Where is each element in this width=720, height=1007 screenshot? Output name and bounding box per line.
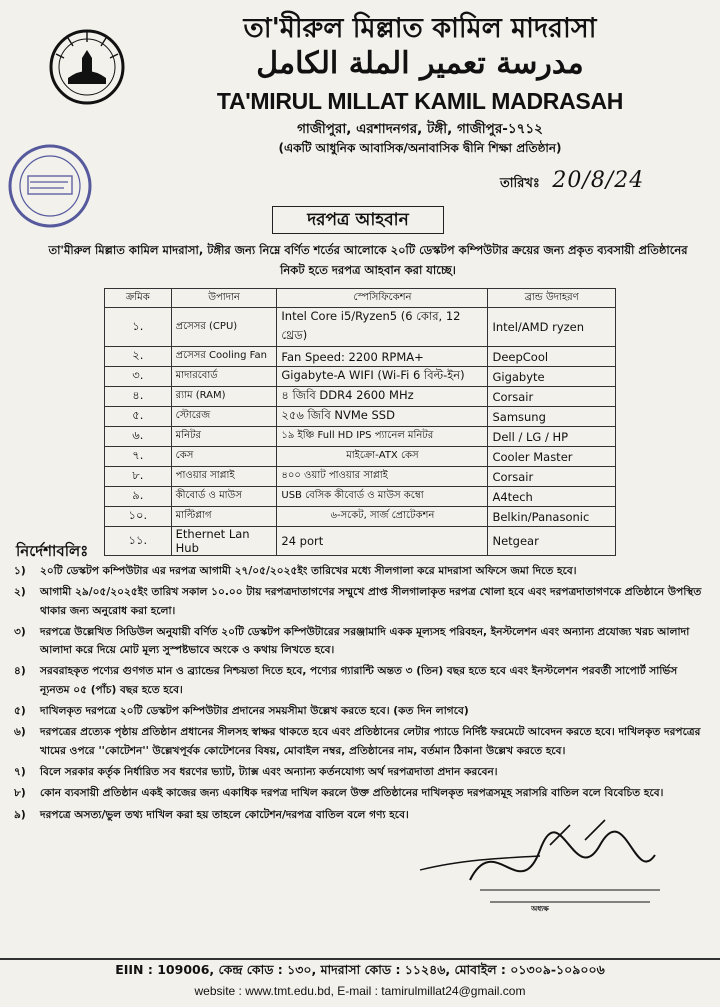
cell-component: পাওয়ার সাপ্লাই (171, 467, 277, 487)
madrasah-logo-icon (48, 28, 126, 106)
cell-spec: ৪০০ ওয়াট পাওয়ার সাপ্লাই (277, 467, 488, 487)
institution-name-english: TA'MIRUL MILLAT KAMIL MADRASAH (216, 88, 624, 114)
list-item (14, 662, 710, 699)
item-number: ৪) (14, 665, 26, 678)
signatory-role: অধ্যক্ষ (531, 905, 549, 913)
cell-spec: 24 port (277, 527, 488, 556)
table-header-row (105, 289, 616, 308)
list-item (14, 562, 710, 580)
item-text: সরবরাহকৃত পণ্যের গুণগত মান ও ব্র্যান্ডের নিশ্চয়তা দিতে হবে, পণ্যের গ্যারান্টি অন্তত ৩ (তিন) বছর হতে হবে এবং ইনস্টলেশন পরবর্তী সাপোর্ট সার্ভিস ন্যূনতম ০৫ (পাঁচ) বছর হতে হবে। (40, 665, 678, 696)
date-label: তারিখঃ (500, 176, 540, 191)
cell-component: মনিটর (171, 427, 277, 447)
cell-serial: ৬. (105, 427, 172, 447)
cell-brand: Intel/AMD ryzen (488, 308, 616, 347)
cell-brand: Samsung (488, 407, 616, 427)
table-row (105, 407, 616, 427)
item-number: ৭) (14, 765, 26, 778)
office-seal-stamp-icon (4, 140, 96, 232)
table-row (105, 387, 616, 407)
cell-serial: ১. (105, 308, 172, 347)
list-item (14, 702, 710, 720)
table-row (105, 427, 616, 447)
item-text: আগামী ২৯/০৫/২০২৫ইং তারিখ সকাল ১০.০০ টায় দরপত্রদাতাগণের সম্মুখে প্রাপ্ত সীলগালাকৃত দরপত্র খোলা হবে এবং দরপত্রদাতাগণকে প্রতিষ্ঠানে উপস্থিত থাকার জন্য অনুরোধ করা হলো। (40, 586, 702, 617)
cell-brand: DeepCool (488, 347, 616, 367)
institution-name-arabic: مدرسة تعمير الملة الكامل (256, 46, 584, 81)
item-number: ৮) (14, 787, 26, 800)
table-row (105, 467, 616, 487)
item-text: দরপত্রে অসত্য/ভুল তথ্য দাখিল করা হয় তাহলে কোটেশন/দরপত্র বাতিল বলে গণ্য হবে। (40, 808, 409, 821)
list-item (14, 723, 710, 760)
table-row (105, 367, 616, 387)
footer-web: website : www.tmt.edu.bd, E-mail : tamirulmillat24@gmail.com (194, 984, 526, 998)
cell-spec: Gigabyte-A WIFI (Wi-Fi 6 বিল্ট-ইন) (277, 367, 488, 387)
header-component: উপাদান (171, 289, 277, 308)
instructions-list (14, 562, 710, 827)
date-field (500, 168, 644, 195)
cell-component: Ethernet Lan Hub (171, 527, 277, 556)
cell-serial: ১১. (105, 527, 172, 556)
cell-brand: Dell / LG / HP (488, 427, 616, 447)
cell-serial: ৫. (105, 407, 172, 427)
cell-component: মাদারবোর্ড (171, 367, 277, 387)
table-row (105, 308, 616, 347)
table-row (105, 487, 616, 507)
cell-serial: ২. (105, 347, 172, 367)
item-text: দরপত্রের প্রত্যেক পৃষ্ঠায় প্রতিষ্ঠান প্রধানের সীলসহ স্বাক্ষর থাকতে হবে এবং প্রতিষ্ঠানের লেটার প্যাডে নির্দিষ্ট ফরমেটে আবেদন করতে হবে। দাখিলকৃত দরপত্রের খামের ওপরে ''কোটেশন'' উল্লেখপূর্বক কোটেশনের বিষয়, মোবাইল নম্বর, প্রতিষ্ঠানের নাম, বর্তমান ঠিকানা উল্লেখ করতে হবে। (40, 726, 701, 757)
item-text: ২০টি ডেস্কটপ কম্পিউটার এর দরপত্র আগামী ২৭/০৫/২০২৫ইং তারিখের মধ্যে সীলগালা করে মাদরাসা অফিসে জমা দিতে হবে। (40, 565, 577, 577)
cell-component: র‍্যাম (RAM) (171, 387, 277, 407)
footer-contact: EIIN : 109006, কেন্দ্র কোড : ১৩০, মাদরাসা কোড : ১১২৪৬, মোবাইল : ০১৩০৯-১০৯০০৬ (115, 962, 605, 977)
cell-brand: A4tech (488, 487, 616, 507)
table-row (105, 347, 616, 367)
header-serial: ক্রমিক (105, 289, 172, 308)
cell-brand: Netgear (488, 527, 616, 556)
table-row (105, 447, 616, 467)
cell-spec: ২৫৬ জিবি NVMe SSD (277, 407, 488, 427)
cell-serial: ৩. (105, 367, 172, 387)
cell-spec: ৪ জিবি DDR4 2600 MHz (277, 387, 488, 407)
cell-spec: মাইক্রো-ATX কেস (277, 447, 488, 467)
header-brand: ব্রান্ড উদাহরণ (488, 289, 616, 308)
cell-serial: ৮. (105, 467, 172, 487)
item-number: ১) (14, 565, 26, 577)
item-text: কোন ব্যবসায়ী প্রতিষ্ঠান একই কাজের জন্য একাধিক দরপত্র দাখিল করলে উক্ত প্রতিষ্ঠানের দাখিলকৃত দরপত্রসমূহ সরাসরি বাতিল বলে বিবেচিত হবে। (40, 787, 664, 800)
list-item (14, 623, 710, 660)
list-item (14, 763, 710, 781)
item-number: ৬) (14, 726, 26, 739)
instructions-heading: নির্দেশাবলিঃ (16, 542, 89, 560)
principal-signature-icon (400, 810, 700, 940)
cell-serial: ৪. (105, 387, 172, 407)
cell-spec: ৬-সকেট, সার্জ প্রোটেকশন (277, 507, 488, 527)
item-number: ৩) (14, 625, 26, 638)
cell-spec: ১৯ ইঞ্চি Full HD IPS প্যানেল মনিটর (277, 427, 488, 447)
item-number: ২) (14, 586, 26, 599)
intro-paragraph: তা'মীরুল মিল্লাত কামিল মাদরাসা, টঙ্গীর জন্য নিম্নে বর্ণিত শর্তের আলোকে ২০টি ডেস্কটপ কম্পিউটার ক্রয়ের জন্য প্রকৃত ব্যবসায়ী প্রতিষ্ঠানের নিকট হতে দরপত্র আহবান করা যাচ্ছে। (48, 243, 688, 277)
table-row (105, 507, 616, 527)
item-text: দরপত্রে উল্লেখিত সিডিউল অনুযায়ী বর্ণিত ২০টি ডেস্কটপ কম্পিউটারের সরঞ্জামাদি একক মূল্যসহ পরিবহন, ইনস্টলেশন এবং অন্যান্য প্রযোজ্য খরচ আলাদা আলাদা করে দিয়ে মোট মূল্য সুস্পষ্টভাবে অংকে ও কথায় লিখতে হবে। (40, 625, 690, 657)
cell-component: মাল্টিপ্লাগ (171, 507, 277, 527)
cell-component: কেস (171, 447, 277, 467)
cell-component: কীবোর্ড ও মাউস (171, 487, 277, 507)
cell-spec: USB বেসিক কীবোর্ড ও মাউস কম্বো (277, 487, 488, 507)
list-item (14, 583, 710, 620)
table-row (105, 527, 616, 556)
cell-brand: Gigabyte (488, 367, 616, 387)
footer-divider (0, 958, 720, 960)
institution-address: গাজীপুরা, এরশাদনগর, টঙ্গী, গাজীপুর-১৭১২ (297, 121, 543, 137)
cell-brand: Cooler Master (488, 447, 616, 467)
cell-serial: ৭. (105, 447, 172, 467)
item-number: ৫) (14, 705, 26, 718)
list-item (14, 784, 710, 802)
cell-component: স্টোরেজ (171, 407, 277, 427)
item-text: দাখিলকৃত দরপত্রে ২০টি ডেস্কটপ কম্পিউটার প্রদানের সময়সীমা উল্লেখ করতে হবে। (কত দিন লাগবে) (40, 705, 469, 718)
items-table (104, 288, 616, 556)
institution-subtitle: (একটি আধুনিক আবাসিক/অনাবাসিক দ্বীনি শিক্ষা প্রতিষ্ঠান) (278, 141, 562, 155)
cell-brand: Belkin/Panasonic (488, 507, 616, 527)
cell-serial: ১০. (105, 507, 172, 527)
cell-component: প্রসেসর (CPU) (171, 308, 277, 347)
cell-brand: Corsair (488, 387, 616, 407)
cell-brand: Corsair (488, 467, 616, 487)
institution-name-bangla: তা'মীরুল মিল্লাত কামিল মাদরাসা (243, 13, 597, 44)
cell-spec: Intel Core i5/Ryzen5 (6 কোর, 12 থ্রেড) (277, 308, 488, 347)
header-specification: স্পেসিফিকেশন (277, 289, 488, 308)
cell-spec: Fan Speed: 2200 RPMA+ (277, 347, 488, 367)
cell-component: প্রসেসর Cooling Fan (171, 347, 277, 367)
cell-serial: ৯. (105, 487, 172, 507)
date-value: 20/8/24 (552, 168, 645, 193)
item-text: বিলে সরকার কর্তৃক নির্ধারিত সব ধরণের ভ্যাট, ট্যাক্স এবং অন্যান্য কর্তনযোগ্য অর্থ দরপত্রদাতা প্রদান করবেন। (40, 765, 498, 778)
notice-title: দরপত্র আহবান (272, 206, 444, 234)
item-number: ৯) (14, 808, 26, 821)
